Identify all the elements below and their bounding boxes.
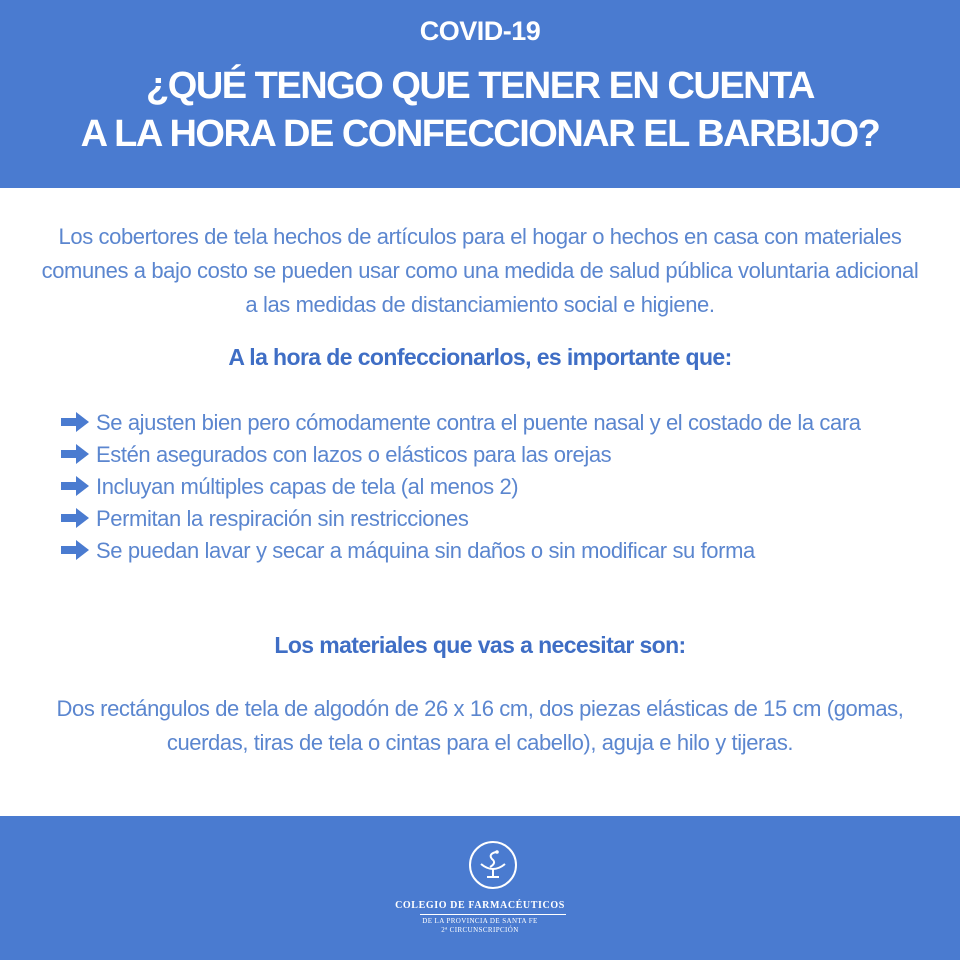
section-heading-requirements: A la hora de confeccionarlos, es importante que:	[228, 344, 732, 370]
covid-tag: COVID-19	[419, 16, 541, 46]
list-item-text: Incluyan múltiples capas de tela (al menos 2)	[96, 474, 519, 499]
list-item-text: Permitan la respiración sin restricciones	[96, 506, 469, 531]
list-item	[60, 471, 920, 503]
requirements-list	[60, 407, 920, 567]
list-item-text: Se ajusten bien pero cómodamente contra el puente nasal y el costado de la cara	[96, 410, 861, 435]
arrow-right-icon	[60, 475, 90, 497]
org-divider	[420, 914, 566, 915]
list-item-text: Se puedan lavar y secar a máquina sin daños o sin modificar su forma	[96, 538, 755, 563]
header-banner	[0, 0, 960, 188]
pharmacy-bowl-serpent-icon	[468, 840, 518, 890]
page-title	[0, 62, 960, 158]
section-heading-materials: Los materiales que vas a necesitar son:	[274, 632, 686, 658]
org-name: COLEGIO DE FARMACÉUTICOS	[395, 900, 565, 911]
materials-paragraph: Dos rectángulos de tela de algodón de 26 x 16 cm, dos piezas elásticas de 15 cm (gomas, cuerdas, tiras de tela o cintas para el cabello), aguja e hilo y tijeras.	[56, 696, 904, 755]
arrow-right-icon	[60, 443, 90, 465]
list-item	[60, 535, 920, 567]
arrow-right-icon	[60, 411, 90, 433]
list-item	[60, 439, 920, 471]
footer-banner	[0, 816, 960, 960]
intro-paragraph: Los cobertores de tela hechos de artículos para el hogar o hechos en casa con materiales comunes a bajo costo se pueden usar como una medida de salud pública voluntaria adicional a las medidas de distanciamiento social e higiene.	[41, 224, 919, 317]
arrow-right-icon	[60, 539, 90, 561]
list-item	[60, 407, 920, 439]
list-item-text: Estén asegurados con lazos o elásticos para las orejas	[96, 442, 612, 467]
title-line-2: A LA HORA DE CONFECCIONAR EL BARBIJO?	[80, 113, 880, 155]
org-province: DE LA PROVINCIA DE SANTA FE	[422, 917, 538, 925]
arrow-right-icon	[60, 507, 90, 529]
org-district: 2ª CIRCUNSCRIPCIÓN	[441, 926, 519, 934]
title-line-1: ¿QUÉ TENGO QUE TENER EN CUENTA	[146, 65, 814, 107]
list-item	[60, 503, 920, 535]
